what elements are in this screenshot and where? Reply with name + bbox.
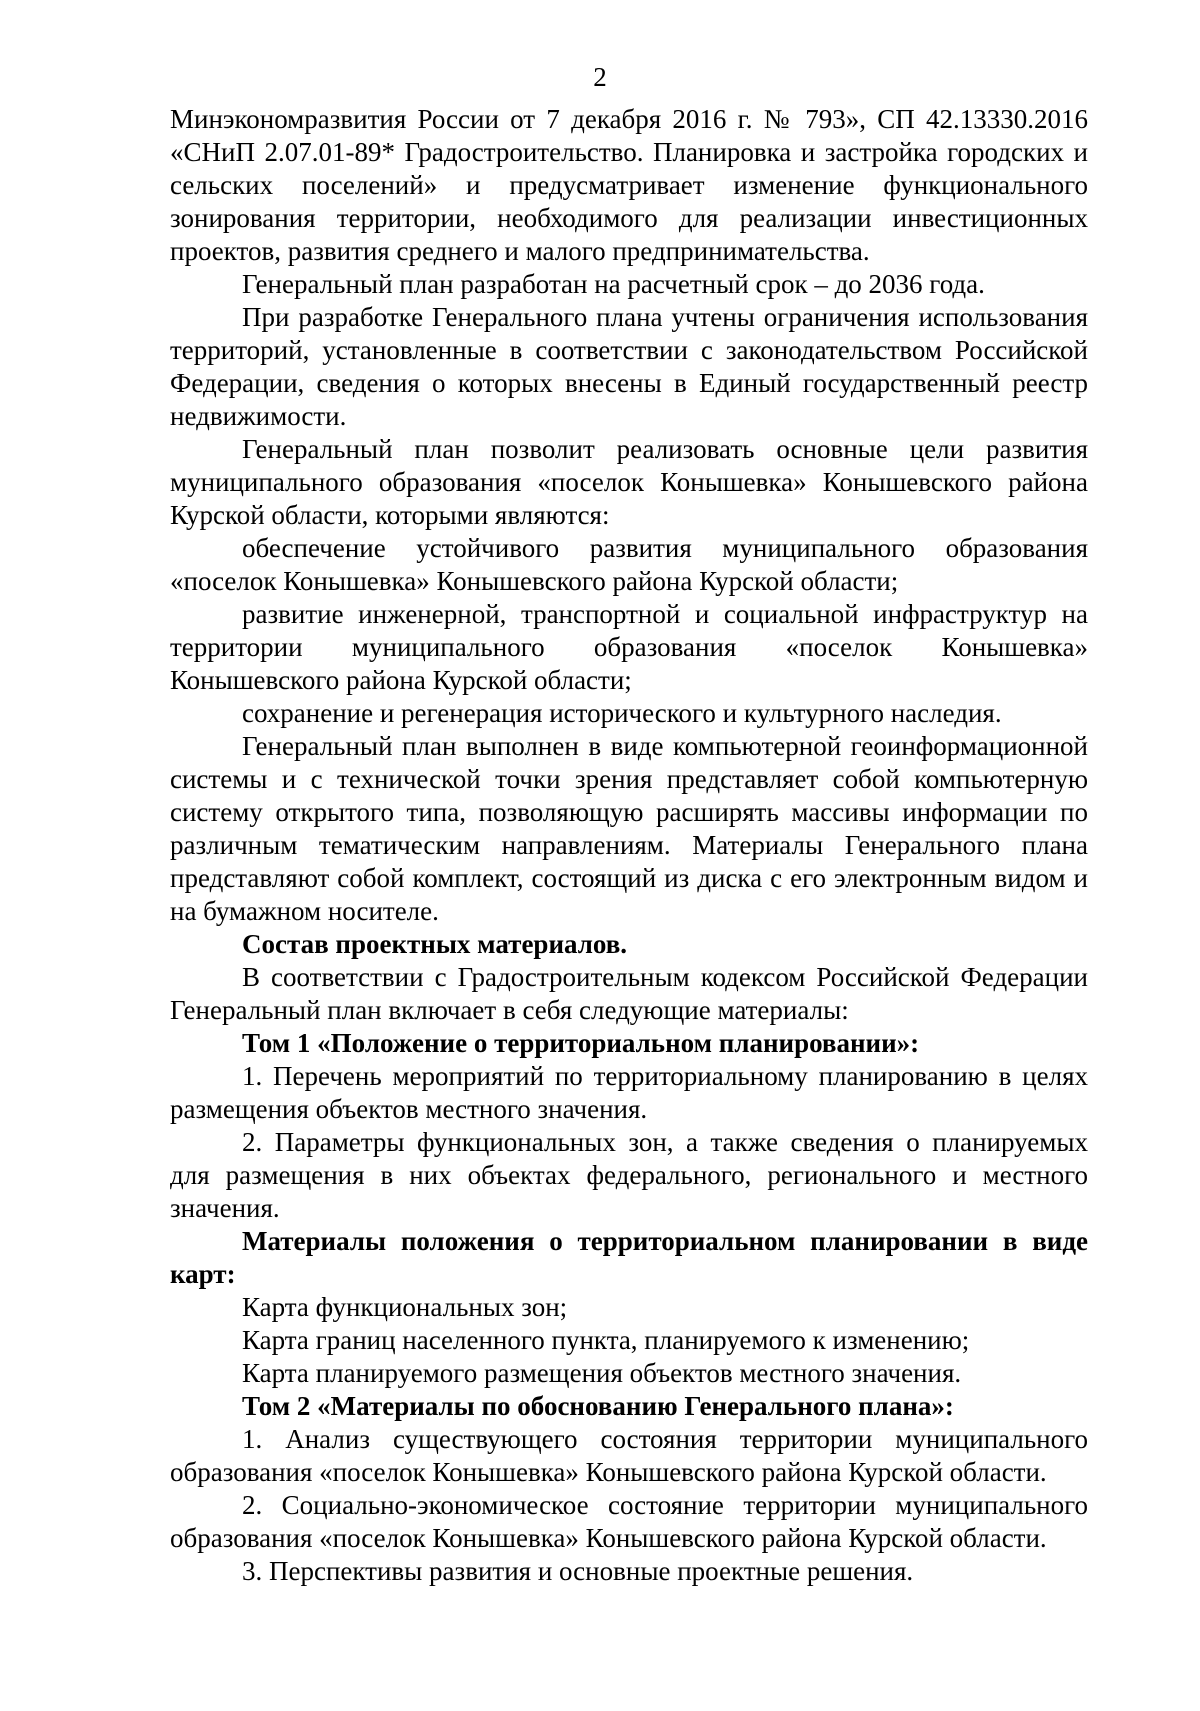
section-heading-project-materials: Состав проектных материалов. (242, 929, 628, 959)
volume-2-heading: Том 2 «Материалы по обоснованию Генерального плана»: (242, 1391, 954, 1421)
paragraph-intro-continuation: Минэкономразвития России от 7 декабря 2016 г. № 793», СП 42.13330.2016 «СНиП 2.07.01-89* Градостроительство. Планировка и застройка городских и сельских поселений» и предусматривает изменение функционального зонирования территории, необходимого для реализации инвестиционных проектов, развития среднего и малого предпринимательства. (170, 104, 1088, 266)
map-item-settlement-boundaries: Карта границ населенного пункта, планируемого к изменению; (242, 1325, 970, 1355)
page-number: 2 (593, 62, 607, 92)
volume-1-heading: Том 1 «Положение о территориальном планировании»: (242, 1028, 920, 1058)
paragraph-goals-intro: Генеральный план позволит реализовать основные цели развития муниципального образования «поселок Конышевка» Конышевского района Курской области, которыми являются: (170, 434, 1088, 530)
paragraph-materials-intro: В соответствии с Градостроительным кодексом Российской Федерации Генеральный план включает в себя следующие материалы: (170, 962, 1088, 1025)
map-item-functional-zones: Карта функциональных зон; (242, 1292, 568, 1322)
volume-1-item-1: 1. Перечень мероприятий по территориальному планированию в целях размещения объектов местного значения. (170, 1061, 1088, 1124)
volume-1-item-2: 2. Параметры функциональных зон, а также сведения о планируемых для размещения в них объектах федерального, регионального и местного значения. (170, 1127, 1088, 1223)
goal-item-heritage: сохранение и регенерация исторического и культурного наследия. (242, 698, 1002, 728)
volume-2-item-1: 1. Анализ существующего состояния территории муниципального образования «поселок Конышевка» Конышевского района Курской области. (170, 1424, 1088, 1487)
volume-2-item-3: 3. Перспективы развития и основные проектные решения. (242, 1556, 914, 1586)
volume-2-item-2: 2. Социально-экономическое состояние территории муниципального образования «поселок Конышевка» Конышевского района Курской области. (170, 1490, 1088, 1553)
maps-heading: Материалы положения о территориальном планировании в виде карт: (170, 1226, 1088, 1289)
paragraph-restrictions: При разработке Генерального плана учтены ограничения использования территорий, установленные в соответствии с законодательством Российской Федерации, сведения о которых внесены в Единый государственный реестр недвижимости. (170, 302, 1088, 431)
paragraph-gis-description: Генеральный план выполнен в виде компьютерной геоинформационной системы и с технической точки зрения представляет собой компьютерную систему открытого типа, позволяющую расширять массивы информации по различным тематическим направлениям. Материалы Генерального плана представляют собой комплект, состоящий из диска с его электронным видом и на бумажном носителе. (170, 731, 1088, 926)
map-item-local-objects: Карта планируемого размещения объектов местного значения. (242, 1358, 962, 1388)
paragraph-planning-term: Генеральный план разработан на расчетный срок – до 2036 года. (242, 269, 985, 299)
goal-item-sustainable-development: обеспечение устойчивого развития муниципального образования «поселок Конышевка» Конышевского района Курской области; (170, 533, 1088, 596)
goal-item-infrastructure: развитие инженерной, транспортной и социальной инфраструктур на территории муниципального образования «поселок Конышевка» Конышевского района Курской области; (170, 599, 1088, 695)
document-body (170, 103, 1088, 1588)
